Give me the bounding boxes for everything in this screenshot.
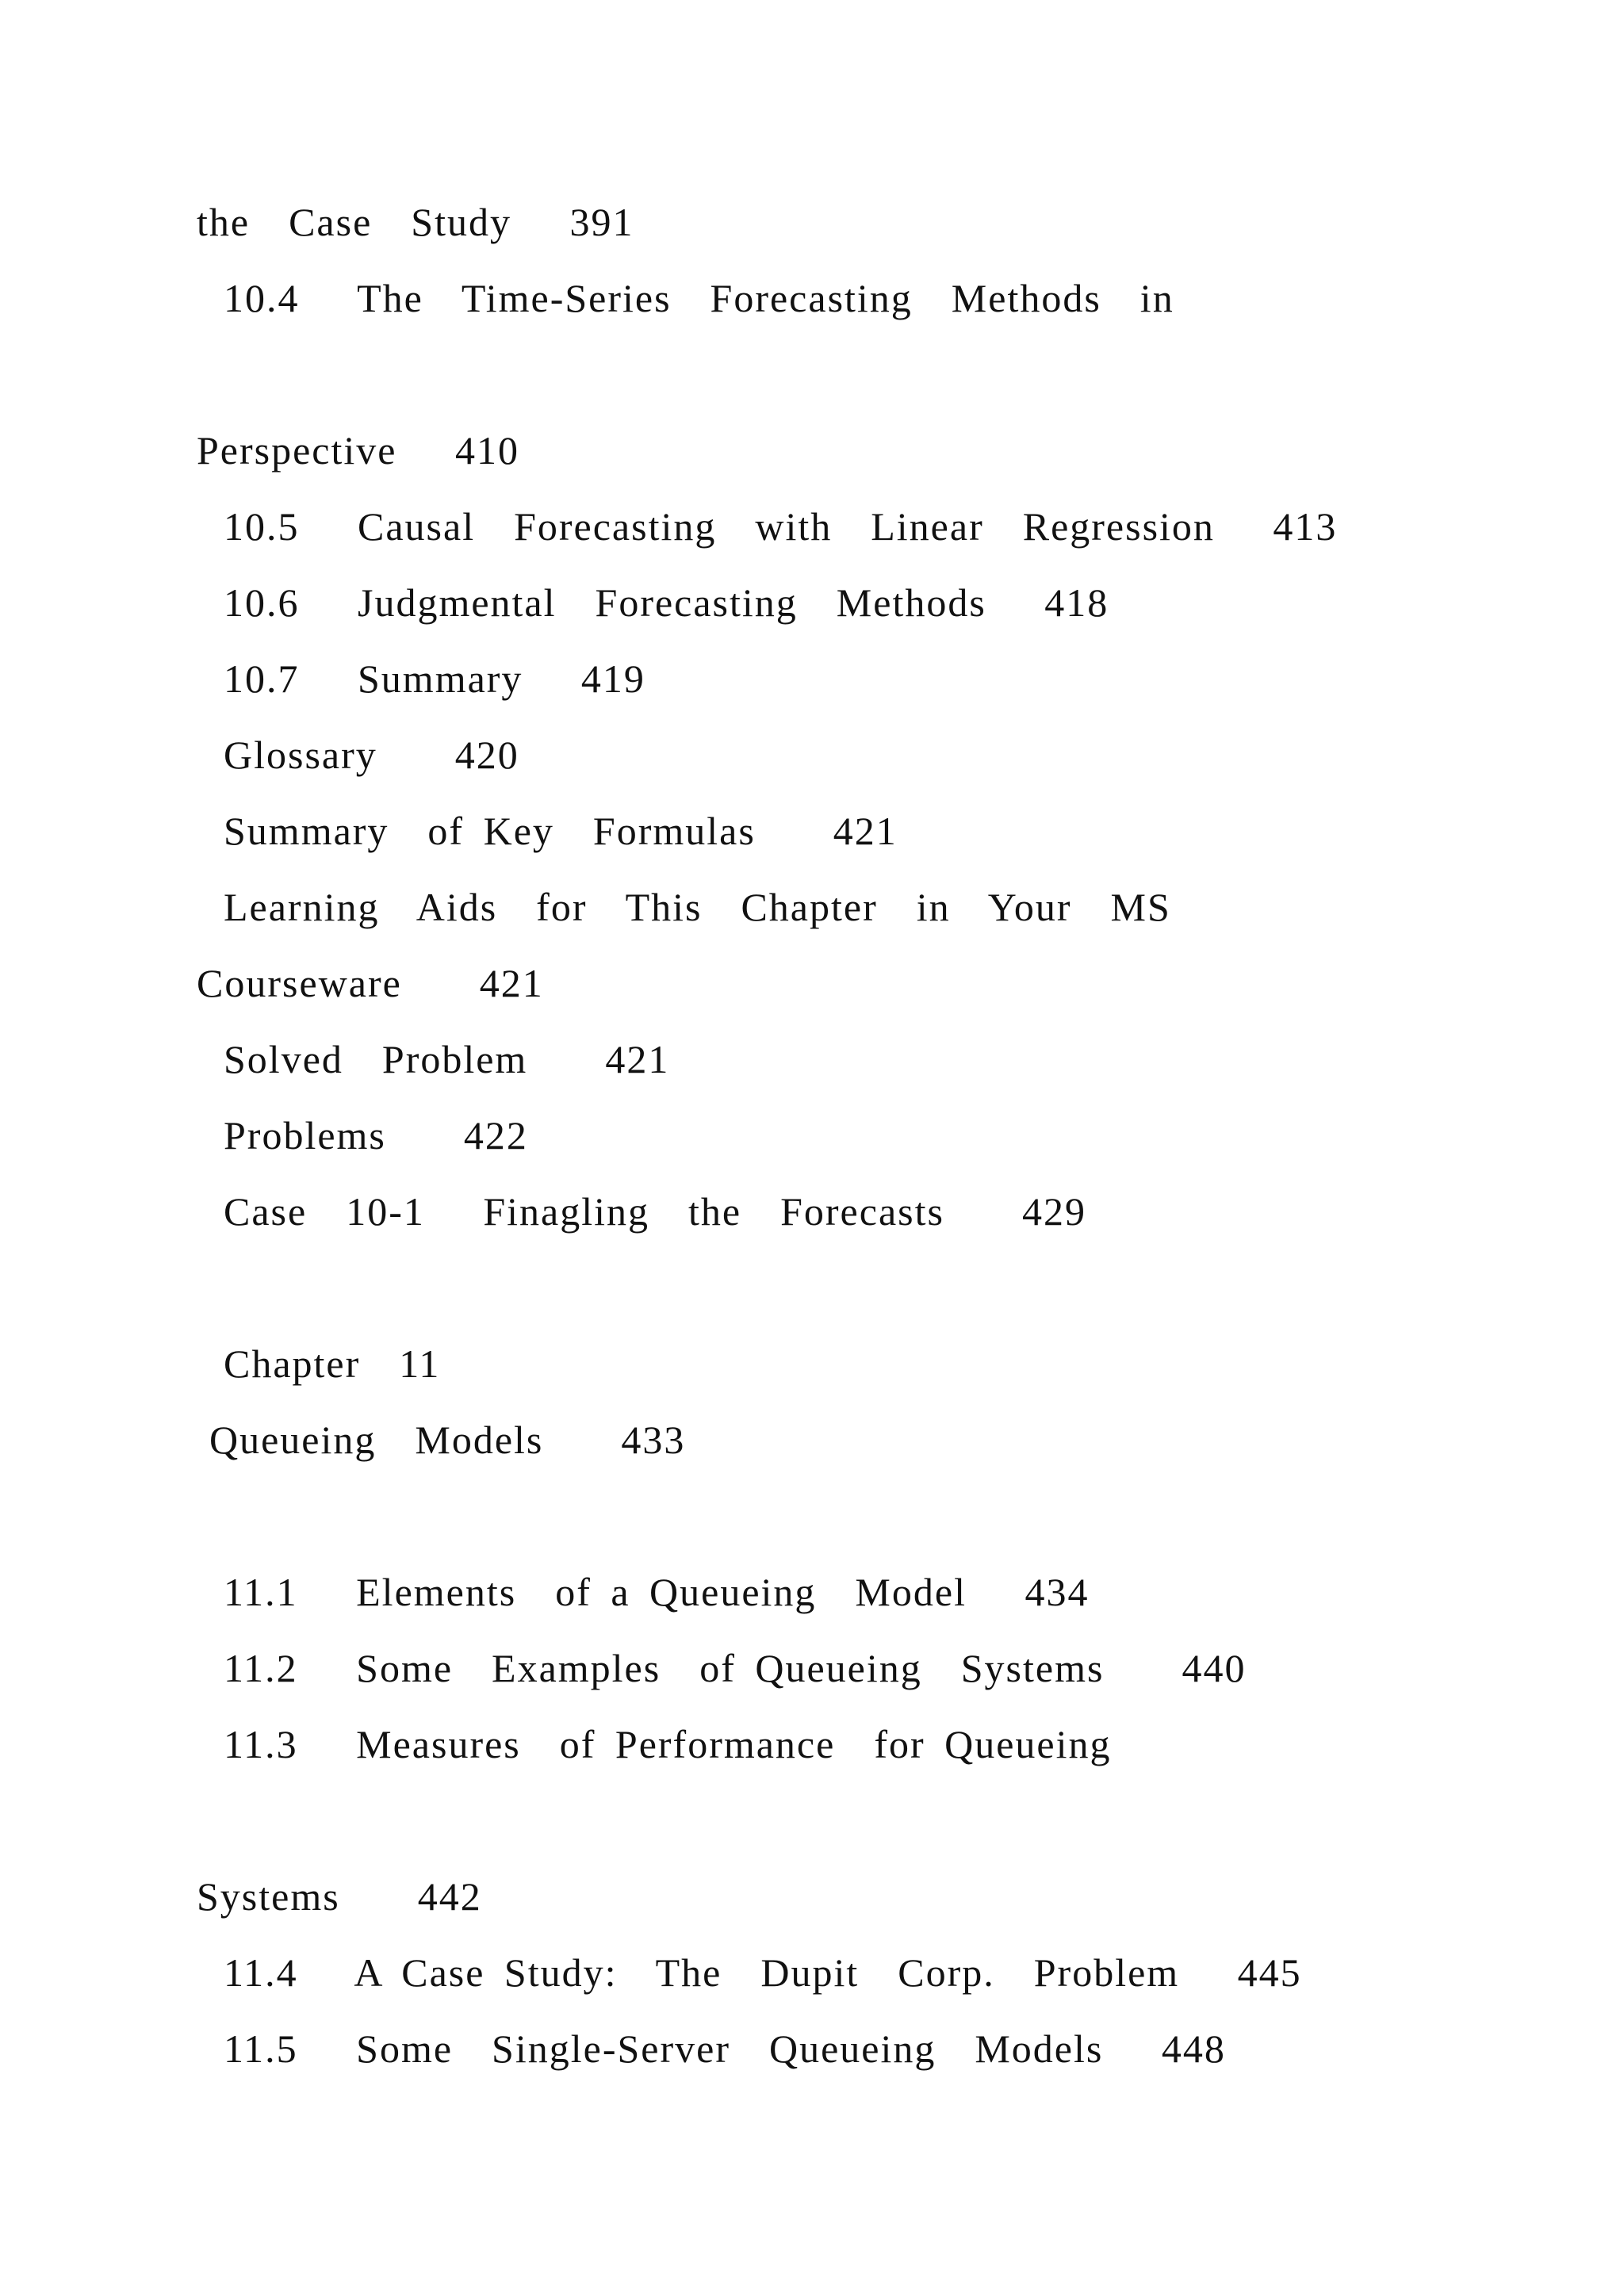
toc-entry: 11.1 Elements of a Queueing Model 434 (224, 1570, 1090, 1614)
toc-line: Courseware 421 (197, 961, 544, 1005)
toc-line: Perspective 410 (197, 428, 519, 473)
toc-entry: 11.5 Some Single-Server Queueing Models 448 (224, 2026, 1226, 2071)
toc-entry: Solved Problem 421 (224, 1037, 670, 1081)
toc-entry: Case 10-1 Finagling the Forecasts 429 (224, 1189, 1086, 1234)
toc-entry: Learning Aids for This Chapter in Your MS (224, 885, 1171, 929)
toc-entry: Summary of Key Formulas 421 (224, 809, 898, 853)
toc-line: the Case Study 391 (197, 200, 634, 244)
toc-entry: 10.6 Judgmental Forecasting Methods 418 (224, 580, 1109, 625)
chapter-label: Chapter 11 (224, 1341, 441, 1386)
toc-entry: 10.5 Causal Forecasting with Linear Regression 413 (224, 504, 1338, 549)
toc-entry: 11.4 A Case Study: The Dupit Corp. Problem 445 (224, 1950, 1302, 1995)
toc-entry: 11.3 Measures of Performance for Queueing (224, 1722, 1112, 1766)
toc-entry: 10.7 Summary 419 (224, 656, 645, 701)
toc-entry: Problems 422 (224, 1113, 528, 1158)
toc-line: Systems 442 (197, 1874, 482, 1919)
toc-entry: 10.4 The Time-Series Forecasting Methods in (224, 276, 1174, 320)
chapter-title: Queueing Models 433 (209, 1418, 686, 1462)
toc-entry: Glossary 420 (224, 733, 519, 777)
toc-entry: 11.2 Some Examples of Queueing Systems 440 (224, 1646, 1247, 1690)
